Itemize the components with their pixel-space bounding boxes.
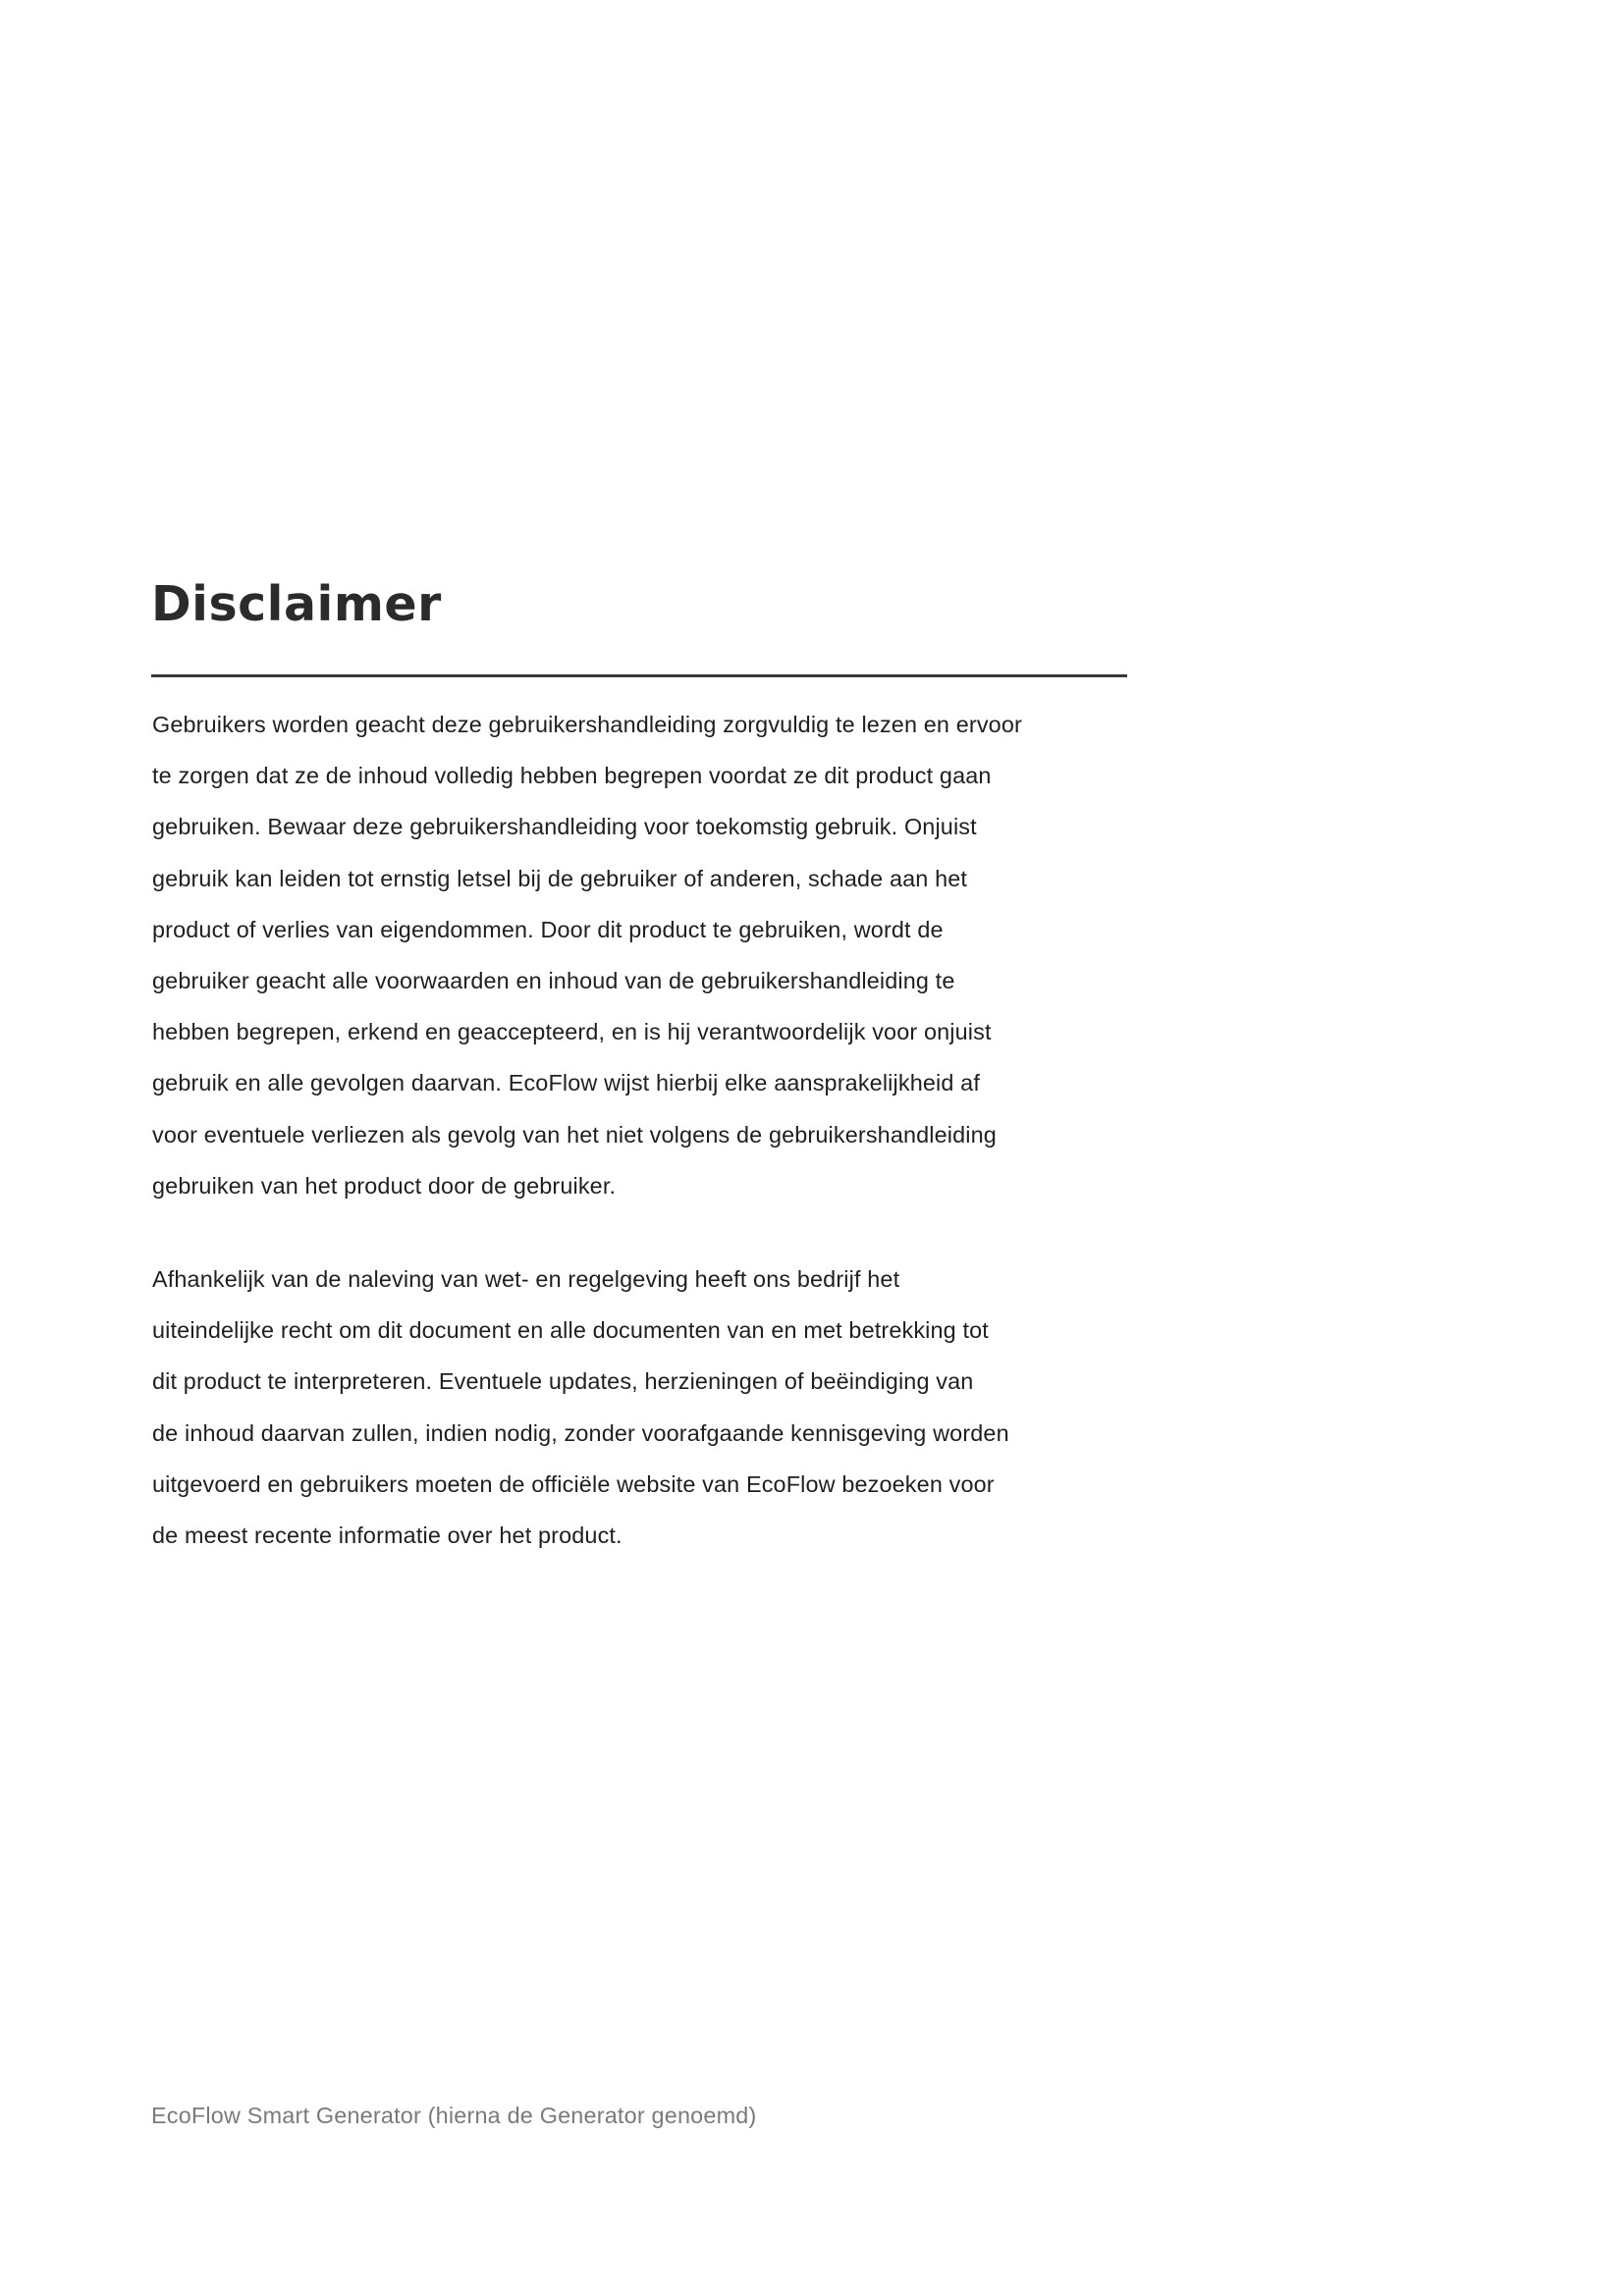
page-title: Disclaimer [151,576,442,632]
paragraph-line: de inhoud daarvan zullen, indien nodig, zonder voorafgaande kennisgeving worden [152,1419,1009,1446]
footer-product-note: EcoFlow Smart Generator (hierna de Generator genoemd) [151,2103,757,2128]
disclaimer-paragraph-1 [152,699,1022,1211]
paragraph-line: Afhankelijk van de naleving van wet- en regelgeving heeft ons bedrijf het [152,1266,900,1292]
paragraph-line: uiteindelijke recht om dit document en alle documenten van en met betrekking tot [152,1317,989,1344]
paragraph-line: gebruik en alle gevolgen daarvan. EcoFlow wijst hierbij elke aansprakelijkheid af [152,1070,980,1096]
paragraph-line: uitgevoerd en gebruikers moeten de officiële website van EcoFlow bezoeken voor [152,1470,995,1497]
paragraph-line: Gebruikers worden geacht deze gebruikershandleiding zorgvuldig te lezen en ervoor [152,712,1022,737]
paragraph-line: voor eventuele verliezen als gevolg van het niet volgens de gebruikershandleiding [152,1121,997,1148]
paragraph-line: gebruiker geacht alle voorwaarden en inhoud van de gebruikershandleiding te [152,967,955,993]
paragraph-line: dit product te interpreteren. Eventuele updates, herzieningen of beëindiging van [152,1368,974,1395]
paragraph-line: product of verlies van eigendommen. Door dit product te gebruiken, wordt de [152,916,944,942]
title-divider [151,674,1127,677]
paragraph-line: gebruik kan leiden tot ernstig letsel bij de gebruiker of anderen, schade aan het [152,865,968,891]
paragraph-line: te zorgen dat ze de inhoud volledig hebben begrepen voordat ze dit product gaan [152,763,992,789]
paragraph-line: gebruiken. Bewaar deze gebruikershandleiding voor toekomstig gebruik. Onjuist [152,814,977,840]
paragraph-line: gebruiken van het product door de gebruiker. [152,1172,617,1199]
paragraph-line: hebben begrepen, erkend en geaccepteerd, en is hij verantwoordelijk voor onjuist [152,1019,992,1045]
paragraph-line: de meest recente informatie over het product. [152,1522,623,1548]
disclaimer-paragraph-2 [152,1254,1009,1561]
